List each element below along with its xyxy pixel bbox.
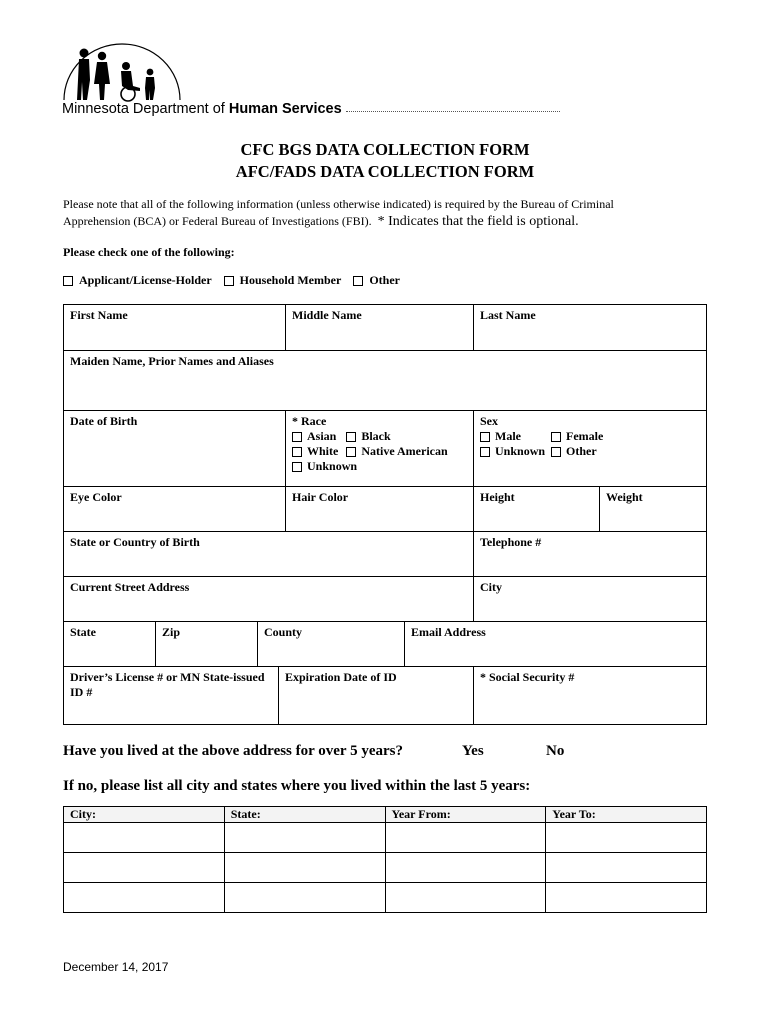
- role-options: [63, 273, 412, 288]
- form-title-2: AFC/FADS DATA COLLECTION FORM: [235, 162, 535, 181]
- hair-color-field[interactable]: Hair Color: [286, 487, 474, 532]
- table-cell[interactable]: [385, 883, 546, 913]
- form-title-1: CFC BGS DATA COLLECTION FORM: [240, 140, 530, 159]
- height-field[interactable]: Height: [474, 487, 600, 532]
- checkbox[interactable]: [353, 276, 363, 286]
- last-name-field[interactable]: Last Name: [474, 305, 706, 351]
- eye-color-field[interactable]: Eye Color: [64, 487, 286, 532]
- checkbox[interactable]: [224, 276, 234, 286]
- role-option-applicant[interactable]: Applicant/License-Holder: [63, 273, 212, 288]
- table-cell[interactable]: [224, 823, 385, 853]
- email-field[interactable]: Email Address: [405, 622, 706, 667]
- department-name-regular: Minnesota Department of: [62, 101, 229, 117]
- county-field[interactable]: County: [258, 622, 405, 667]
- sex-female-checkbox[interactable]: [551, 432, 561, 442]
- table-header-row: [64, 807, 707, 823]
- weight-field[interactable]: Weight: [600, 487, 706, 532]
- optional-note: * Indicates that the field is optional.: [377, 214, 579, 229]
- table-cell[interactable]: [546, 853, 707, 883]
- middle-name-field[interactable]: Middle Name: [286, 305, 474, 351]
- first-name-field[interactable]: First Name: [64, 305, 286, 351]
- expiration-field[interactable]: Expiration Date of ID: [279, 667, 474, 724]
- table-row: [64, 853, 707, 883]
- table-cell[interactable]: [64, 853, 225, 883]
- table-cell[interactable]: [224, 883, 385, 913]
- license-field[interactable]: Driver’s License # or MN State-issued ID #: [64, 667, 279, 724]
- state-field[interactable]: State: [64, 622, 156, 667]
- department-name: [62, 101, 342, 117]
- intro-paragraph: [63, 196, 683, 230]
- sex-other-checkbox[interactable]: [551, 447, 561, 457]
- col-year-to: Year To:: [546, 807, 707, 823]
- no-option[interactable]: No: [546, 743, 565, 759]
- checkbox[interactable]: [63, 276, 73, 286]
- department-name-bold: Human Services: [228, 101, 342, 117]
- street-address-field[interactable]: Current Street Address: [64, 577, 474, 622]
- role-option-household[interactable]: Household Member: [224, 273, 342, 288]
- telephone-field[interactable]: Telephone #: [474, 532, 706, 577]
- table-row: [64, 823, 707, 853]
- table-cell[interactable]: [385, 823, 546, 853]
- sex-label: Sex: [480, 414, 498, 428]
- role-option-other[interactable]: Other: [353, 273, 400, 288]
- table-cell[interactable]: [385, 853, 546, 883]
- table-cell[interactable]: [224, 853, 385, 883]
- footer-date: December 14, 2017: [63, 960, 169, 974]
- race-unknown-checkbox[interactable]: [292, 462, 302, 472]
- zip-field[interactable]: Zip: [156, 622, 258, 667]
- table-cell[interactable]: [64, 823, 225, 853]
- header-rule: [346, 111, 560, 112]
- residency-question: Have you lived at the above address for over 5 years?: [63, 743, 403, 759]
- race-field: * Race Asian Black White Native American Unknown: [286, 411, 474, 487]
- dob-field[interactable]: Date of Birth: [64, 411, 286, 487]
- table-cell[interactable]: [64, 883, 225, 913]
- sex-field: Sex Male Female Unknown Other: [474, 411, 706, 487]
- race-label: * Race: [292, 414, 327, 428]
- birth-place-field[interactable]: State or Country of Birth: [64, 532, 474, 577]
- table-row: [64, 883, 707, 913]
- sex-unknown-checkbox[interactable]: [480, 447, 490, 457]
- city-field[interactable]: City: [474, 577, 706, 622]
- table-cell[interactable]: [546, 883, 707, 913]
- sex-male-checkbox[interactable]: [480, 432, 490, 442]
- col-city: City:: [64, 807, 225, 823]
- family-logo-icon: [62, 42, 182, 104]
- address-history-table: [63, 806, 707, 913]
- table-cell[interactable]: [546, 823, 707, 853]
- col-year-from: Year From:: [385, 807, 546, 823]
- ssn-field[interactable]: * Social Security #: [480, 670, 575, 684]
- race-asian-checkbox[interactable]: [292, 432, 302, 442]
- race-black-checkbox[interactable]: [346, 432, 356, 442]
- race-white-checkbox[interactable]: [292, 447, 302, 457]
- maiden-name-field[interactable]: Maiden Name, Prior Names and Aliases: [64, 351, 706, 411]
- check-prompt: Please check one of the following:: [63, 245, 235, 259]
- history-prompt: If no, please list all city and states where you lived within the last 5 years:: [63, 778, 531, 794]
- yes-option[interactable]: Yes: [462, 743, 484, 759]
- race-native-american-checkbox[interactable]: [346, 447, 356, 457]
- personal-info-grid: [63, 304, 707, 725]
- col-state: State:: [224, 807, 385, 823]
- intro-text: Please note that all of the following information (unless otherwise indicated) is required by the Bureau of Criminal Apprehension (BCA) or Federal Bureau of Investigations (FBI).: [63, 197, 614, 228]
